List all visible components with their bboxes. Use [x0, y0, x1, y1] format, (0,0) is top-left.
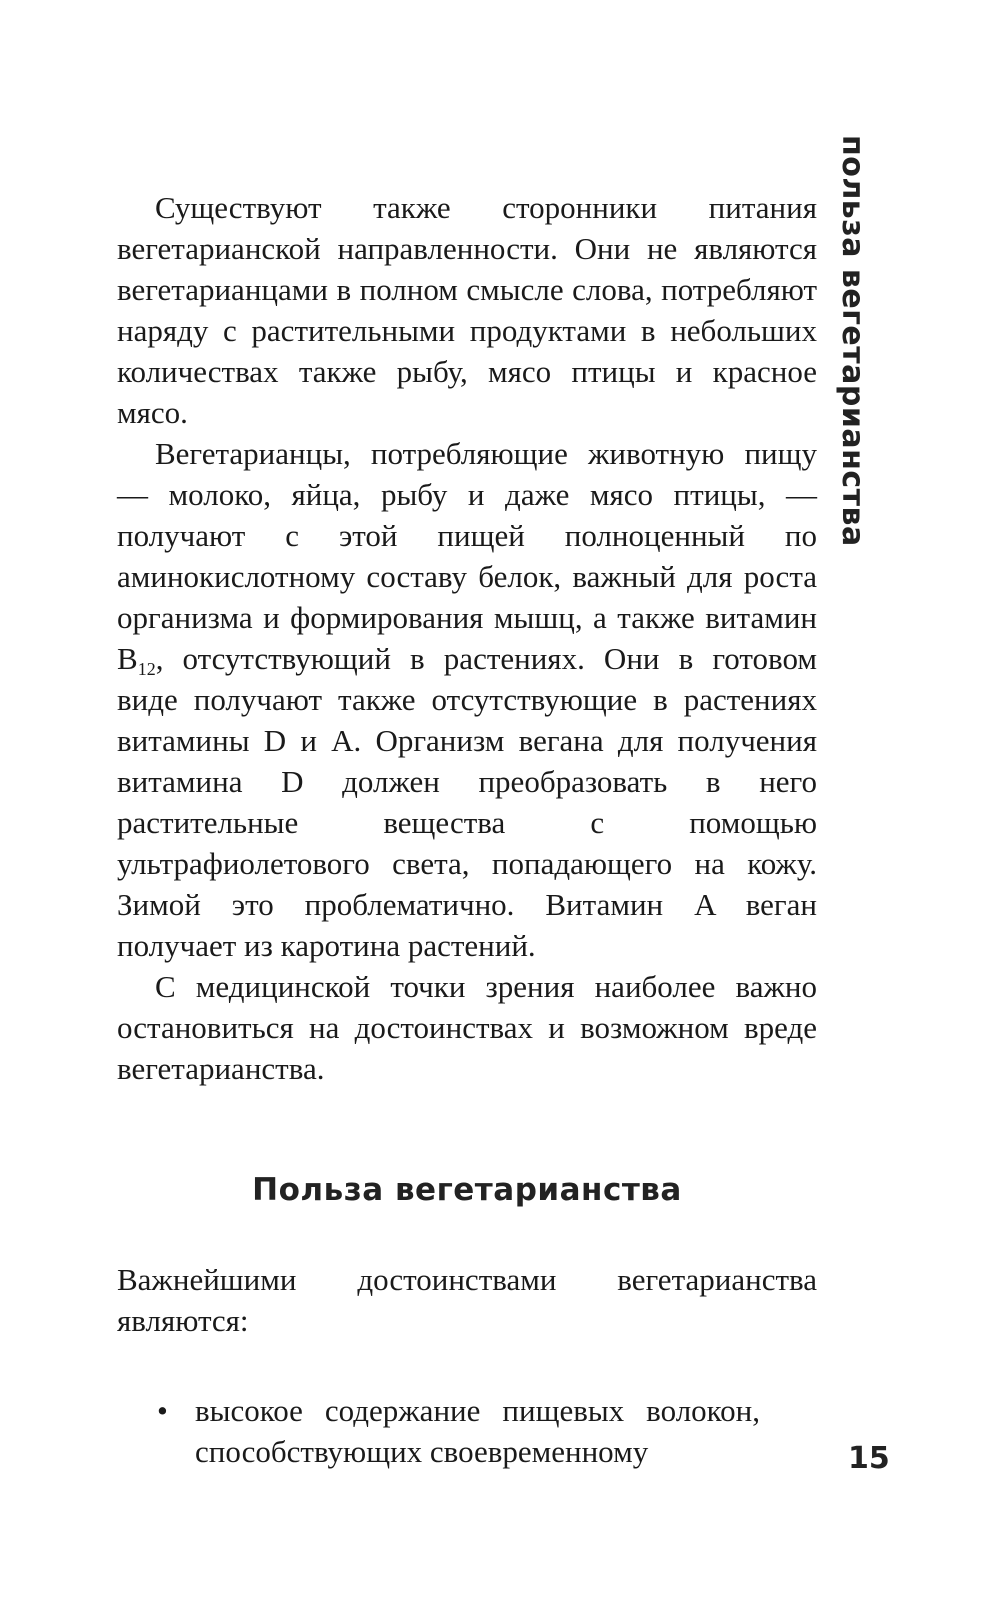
paragraph-2-part-2: , отсутствующий в растениях. Они в готовом виде получают также отсутствующие в растениях витамины D и A. Организм вегана для получения витамина D должен преобразовать в него растительные вещества с помощью ультрафиолетового света, попадающего на кожу. Зимой это проблематично. Витамин A веган получает из каротина растений. [117, 641, 817, 963]
body-text [117, 187, 817, 1089]
benefits-list [117, 1390, 817, 1472]
section-heading: Польза вегетарианства [252, 1172, 682, 1208]
bullet-icon: • [157, 1393, 168, 1428]
paragraph-1: Существуют также сторонники питания вегетарианской направленности. Они не являются вегетарианцами в полном смысле слова, потребляют наряду с растительными продуктами в небольших количествах также рыбу, мясо птицы и красное мясо. [117, 190, 817, 430]
running-header: польза вегетарианства [835, 135, 870, 547]
list-item [117, 1390, 760, 1472]
paragraph-2 [117, 433, 817, 966]
list-item-text: высокое содержание пищевых волокон, способствующих своевременному [195, 1393, 760, 1469]
paragraph-3: С медицинской точки зрения наиболее важно остановиться на достоинствах и возможном вреде вегетарианства. [117, 969, 817, 1086]
page-number: 15 [848, 1441, 890, 1476]
paragraph-2-part-1: Вегетарианцы, потребляющие животную пищу — молоко, яйца, рыбу и даже мясо птицы, — получают с этой пищей полноценный по аминокислотному составу белок, важный для роста организма и формирования мышц, а также витамин B [117, 436, 817, 676]
vitamin-subscript: 12 [137, 659, 156, 679]
intro-paragraph: Важнейшими достоинствами вегетарианства являются: [117, 1262, 817, 1338]
